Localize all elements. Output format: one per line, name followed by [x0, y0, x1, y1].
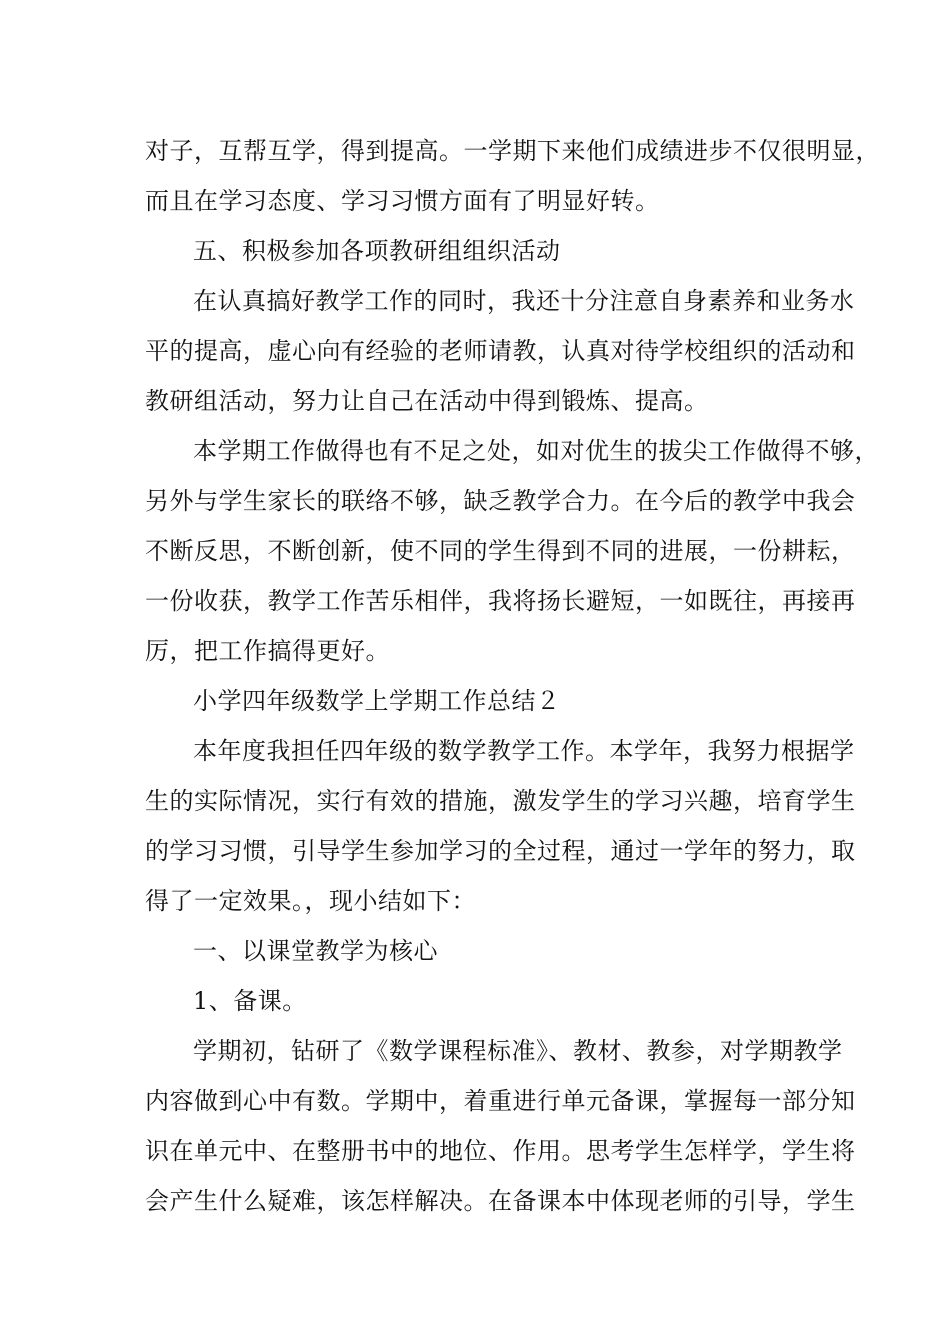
text-line: 不断反思，不断创新，使不同的学生得到不同的进展，一份耕耘， [145, 537, 856, 565]
document-body [145, 126, 880, 1226]
text-line: 学期初，钻研了《数学课程标准》、教材、教参，对学期教学 [193, 1037, 843, 1065]
text-line: 本年度我担任四年级的数学教学工作。本学年，我努力根据学 [193, 737, 855, 765]
text-line: 一份收获，教学工作苦乐相伴，我将扬长避短，一如既往，再接再 [145, 587, 856, 615]
text-line: 小学四年级数学上学期工作总结２ [193, 687, 561, 715]
text-line: 另外与学生家长的联络不够，缺乏教学合力。在今后的教学中我会 [145, 487, 856, 515]
subsection-heading [145, 976, 835, 1026]
text-line: 生的实际情况，实行有效的措施，激发学生的学习兴趣，培育学生 [145, 787, 856, 815]
text-line: 得了一定效果。，现小结如下： [145, 887, 476, 915]
text-line: 而且在学习态度、学习习惯方面有了明显好转。 [145, 187, 660, 215]
text-line: 五、积极参加各项教研组组织活动 [193, 237, 561, 265]
paragraph [145, 276, 856, 426]
paragraph [145, 426, 879, 676]
document-title [145, 676, 835, 726]
section-heading [145, 926, 835, 976]
text-line: 识在单元中、在整册书中的地位、作用。思考学生怎样学，学生将 [145, 1137, 856, 1165]
text-line: 会产生什么疑难，该怎样解决。在备课本中体现老师的引导，学生 [145, 1187, 856, 1215]
paragraph [145, 126, 880, 226]
paragraph [145, 726, 856, 926]
text-line: 本学期工作做得也有不足之处，如对优生的拔尖工作做得不够， [193, 437, 879, 465]
text-line: 教研组活动，努力让自己在活动中得到锻炼、提高。 [145, 387, 709, 415]
text-line: 厉，把工作搞得更好。 [145, 637, 390, 665]
text-line: 的学习习惯，引导学生参加学习的全过程，通过一学年的努力，取 [145, 837, 856, 865]
text-line: 1、备课。 [193, 987, 307, 1015]
text-line: 对子，互帮互学，得到提高。一学期下来他们成绩进步不仅很明显， [145, 137, 880, 165]
text-line: 内容做到心中有数。学期中，着重进行单元备课，掌握每一部分知 [145, 1087, 856, 1115]
text-line: 一、以课堂教学为核心 [193, 937, 438, 965]
text-line: 在认真搞好教学工作的同时，我还十分注意自身素养和业务水 [193, 287, 855, 315]
text-line: 平的提高，虚心向有经验的老师请教，认真对待学校组织的活动和 [145, 337, 856, 365]
section-heading [145, 226, 835, 276]
paragraph [145, 1026, 856, 1226]
